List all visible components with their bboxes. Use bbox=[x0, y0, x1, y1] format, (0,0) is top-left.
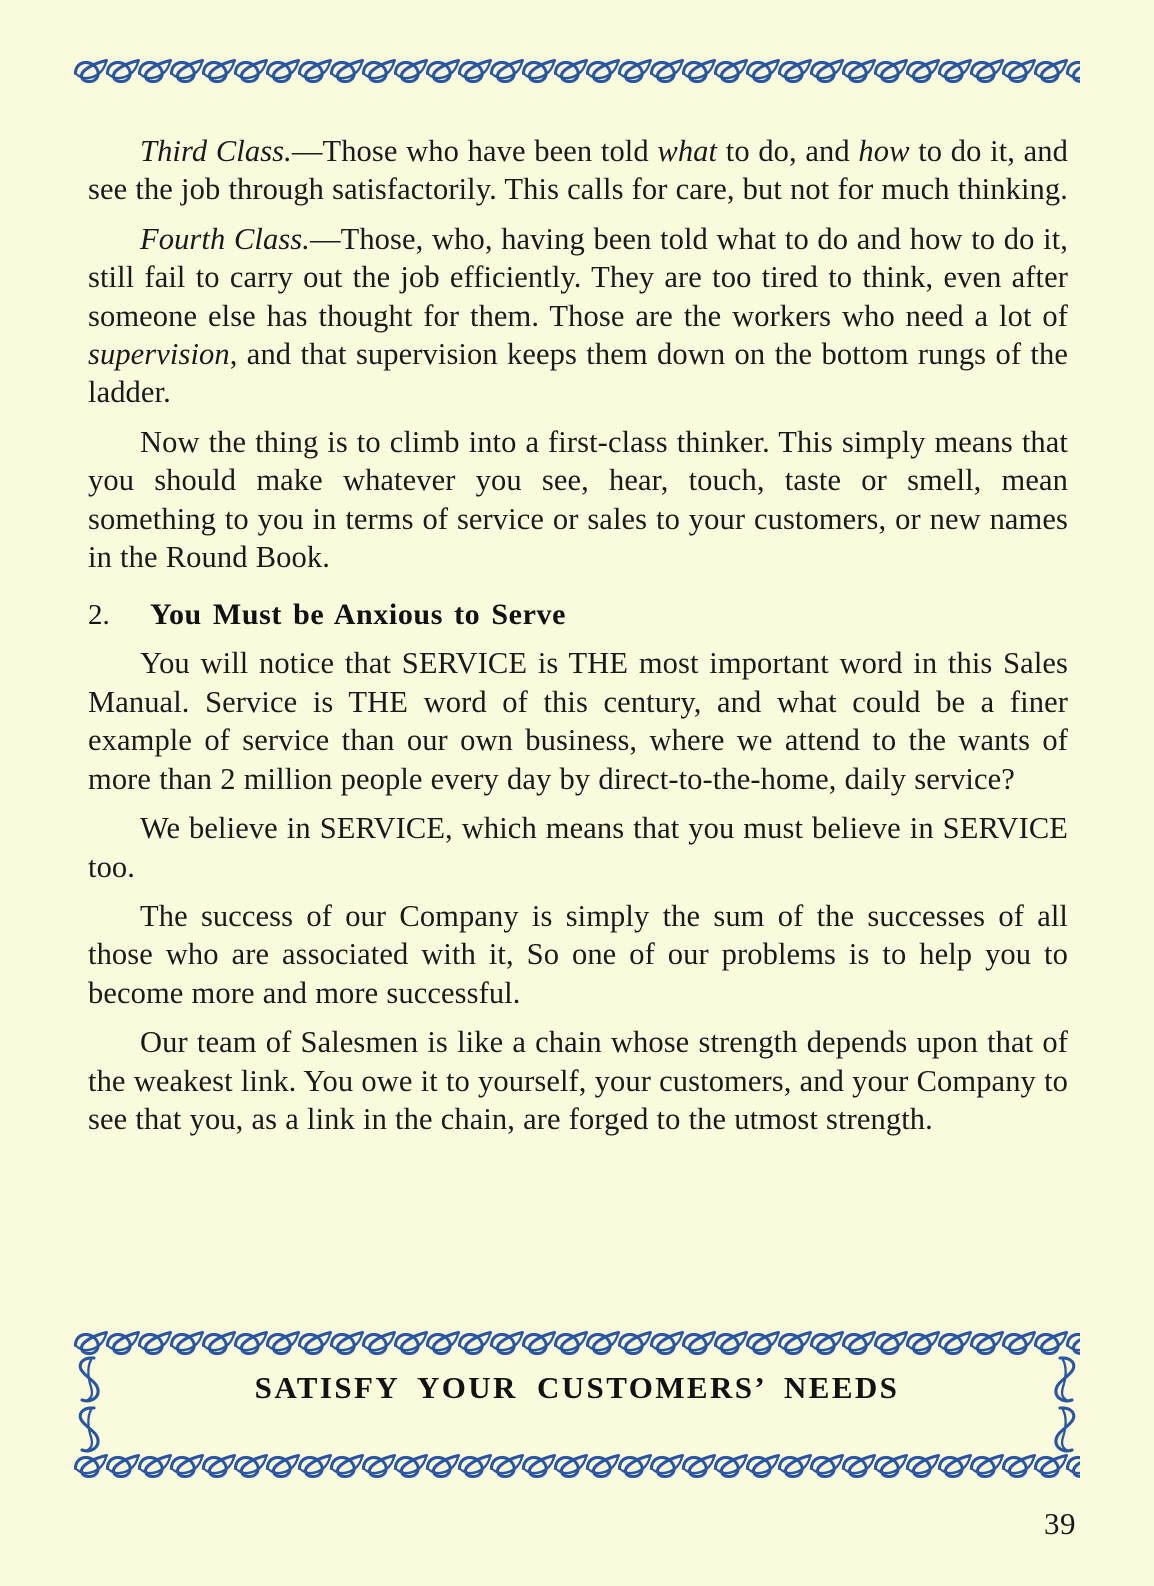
footer-box-bottom-ornament bbox=[74, 1449, 1080, 1481]
page-number: 39 bbox=[1044, 1506, 1076, 1541]
section-number: 2. bbox=[88, 599, 110, 632]
paragraph-success-of-company: The success of our Company is simply the sum of the successes of all those who are associated with it, So one of our problems is to help you to become more and more successful. bbox=[88, 898, 1068, 1010]
paragraph-service-is-the-word: You will notice that SERVICE is THE most important word in this Sales Manual. Service is THE word of this century, and what could be a finer example of service than our own business, where we attend to the wants of more than 2 million people every day by direct-to-the-home, daily service? bbox=[88, 646, 1068, 796]
paragraph-chain-strength: Our team of Salesmen is like a chain whose strength depends upon that of the weakest link. You owe it to yourself, your customers, and your Company to see that you, as a link in the chain, are forged to the utmost strength. bbox=[88, 1025, 1068, 1136]
paragraph-first-class-thinker: Now the thing is to climb into a first-class thinker. This simply means that you should make whatever you see, hear, touch, taste or smell, mean something to you in terms of service or sales to your customers, or new names in the Round Book. bbox=[88, 424, 1068, 575]
top-ornamental-rule bbox=[74, 54, 1080, 88]
section-title: You Must be Anxious to Serve bbox=[150, 598, 566, 632]
footer-box-right-ornament bbox=[1044, 1356, 1084, 1456]
section-heading bbox=[88, 598, 1068, 632]
page-body bbox=[88, 132, 1068, 1138]
paragraph-text: —Those who have been told what to do, and how to do it, and see the job through satisfactorily. This calls for care, but not for much thinking. bbox=[88, 134, 1068, 207]
footer-box-top-ornament bbox=[74, 1326, 1080, 1358]
footer-box-left-ornament bbox=[70, 1356, 110, 1456]
footer-motto-box bbox=[70, 1326, 1084, 1481]
lead-in-fourth-class: Fourth Class. bbox=[140, 221, 310, 256]
footer-motto-text: SATISFY YOUR CUSTOMERS’ NEEDS bbox=[254, 1370, 900, 1405]
paragraph-third-class bbox=[88, 132, 1068, 209]
paragraph-text: —Those, who, having been told what to do and how to do it, still fail to carry out the job efficiently. They are too tired to think, even after someone else has thought for them. Those are the workers who need a lot of supervision, and that supervision keeps them down on the bottom rungs of the ladder. bbox=[88, 221, 1068, 410]
paragraph-fourth-class bbox=[88, 220, 1068, 412]
paragraph-we-believe-in-service: We believe in SERVICE, which means that you must believe in SERVICE too. bbox=[88, 811, 1068, 884]
lead-in-third-class: Third Class. bbox=[140, 134, 292, 168]
